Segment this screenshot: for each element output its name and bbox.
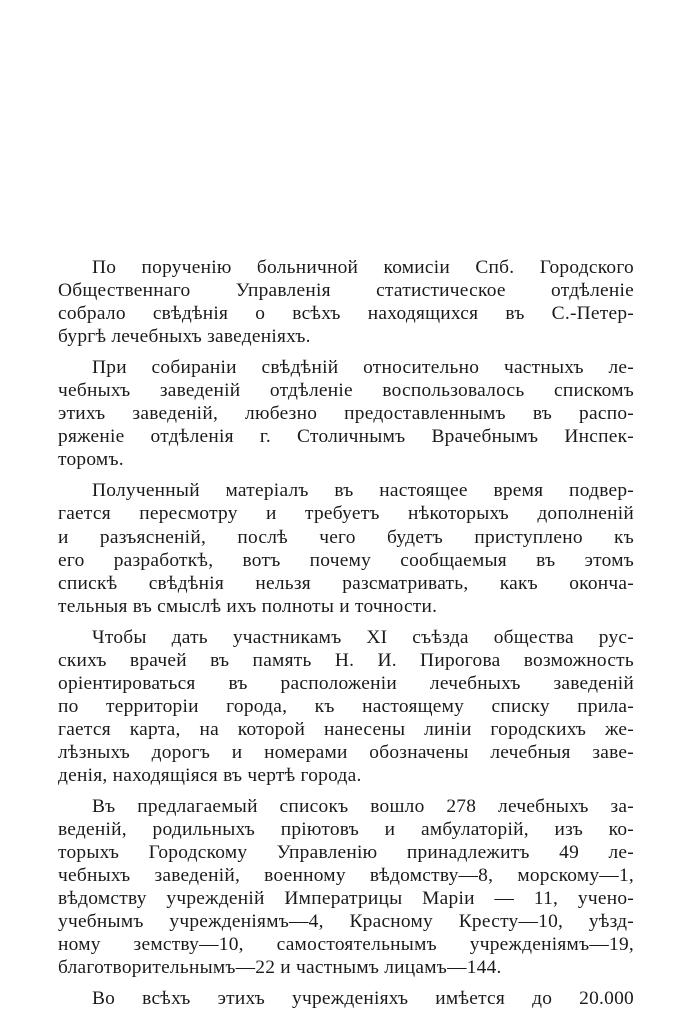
text-line: скихъ врачей въ память Н. И. Пирогова возможность [58,649,634,671]
text-line: спискѣ свѣдѣнія нельзя разсматривать, какъ оконча- [58,572,634,594]
text-line: веденій, родильныхъ пріютовъ и амбулаторій, изъ ко- [58,819,634,841]
paragraph-congress-map [58,626,634,787]
text-line: чебныхъ заведеній, военному вѣдомству—8, морскому—1, [58,865,634,887]
text-line: чебныхъ заведеній отдѣленіе воспользовалось спискомъ [58,380,634,402]
paragraph-material-review [58,479,634,617]
text-line: собрало свѣдѣнія о всѣхъ находящихся въ С.-Петер- [58,303,634,325]
text-line: бургѣ лечебныхъ заведеніяхъ. [58,326,311,348]
text-line: денія, находящіяся въ чертѣ города. [58,764,362,786]
body-text [58,256,634,1018]
text-line: благотворительнымъ—22 и частнымъ лицамъ—144. [58,957,502,979]
paragraph-private-institutions [58,356,634,471]
text-line: По порученію больничной комисіи Спб. Городского [92,257,634,278]
text-line: по территоріи города, къ настоящему списку прила- [58,695,634,717]
paragraph-total-beds [58,987,634,1010]
text-line: оріентироваться въ расположеніи лечебныхъ заведеній [58,672,634,694]
text-line: Во всѣхъ этихъ учрежденіяхъ имѣется до 20.000 [92,988,634,1010]
text-line: ряженіе отдѣленія г. Столичнымъ Врачебнымъ Инспек- [58,426,634,448]
text-line: Чтобы дать участникамъ XI съѣзда общества рус- [92,626,634,648]
text-line: этихъ заведеній, любезно предоставленнымъ въ распо- [58,403,634,425]
paragraph-institution-counts [58,795,634,979]
text-line: его разработкѣ, вотъ почему сообщаемыя въ этомъ [58,549,634,571]
text-line: лѣзныхъ дорогъ и номерами обозначены лечебныя заве- [58,741,634,763]
text-line: Въ предлагаемый списокъ вошло 278 лечебныхъ за- [92,796,634,818]
text-line: и разъясненій, послѣ чего будетъ приступлено къ [58,526,634,548]
text-line: торомъ. [58,449,124,471]
text-line: торыхъ Городскому Управленію принадлежитъ 49 ле- [58,842,634,864]
text-line: ному земству—10, самостоятельнымъ учрежденіямъ—19, [58,934,634,956]
text-line: Общественнаго Управленія статистическое отдѣленіе [58,280,634,302]
text-line: учебнымъ учрежденіямъ—4, Красному Кресту—10, уѣзд- [58,911,634,933]
text-line: При собираніи свѣдѣній относительно частныхъ ле- [92,357,634,379]
text-line: вѣдомству учрежденій Императрицы Маріи — 11, учено- [58,888,634,910]
paragraph-commission [58,256,634,348]
text-line: Полученный матеріалъ въ настоящее время подвер- [92,480,634,502]
text-line: гается карта, на которой нанесены линіи городскихъ же- [58,718,634,740]
text-line: гается пересмотру и требуетъ нѣкоторыхъ дополненій [58,503,634,525]
text-line: тельныя въ смыслѣ ихъ полноты и точности. [58,595,438,617]
